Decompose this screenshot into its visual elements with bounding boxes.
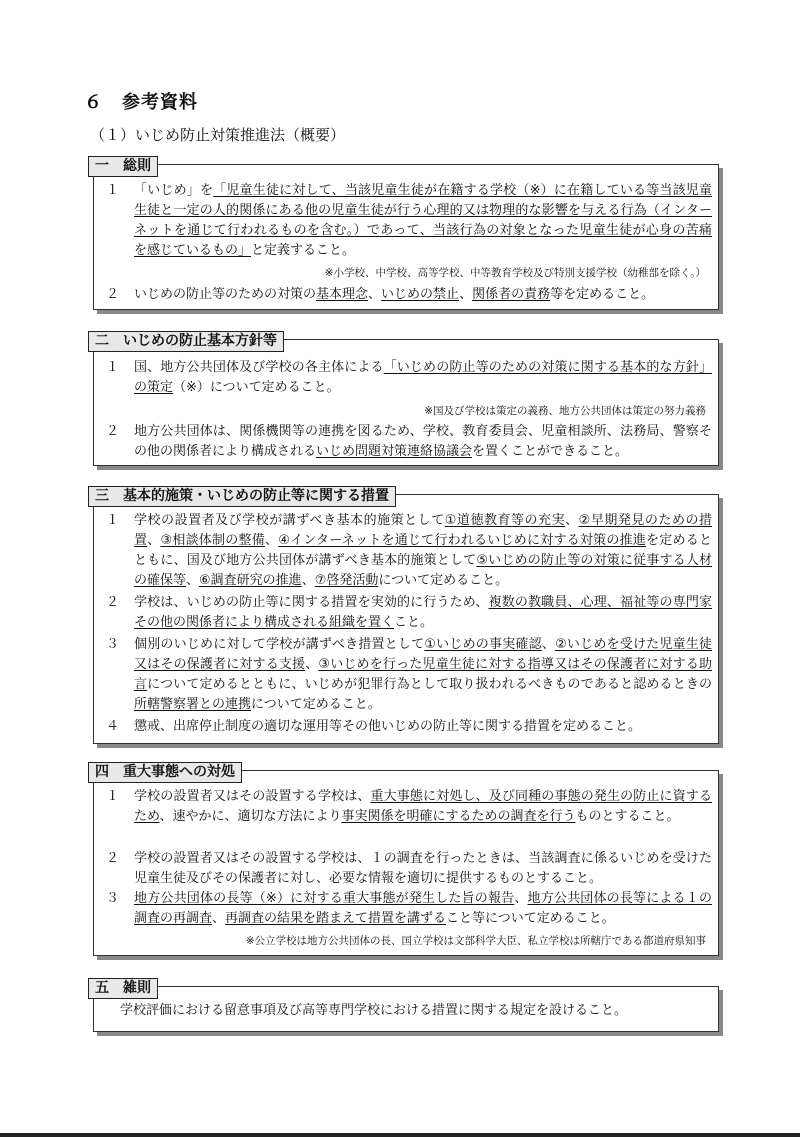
page-bottom-rule	[0, 1133, 800, 1137]
underlined-text: ⑤いじめの防止等の対策に従事する人材の確保等	[134, 553, 713, 588]
underlined-text: 基本理念	[316, 287, 369, 302]
underlined-text: ①道徳教育等の充実	[444, 513, 566, 528]
text-segment: 学校の設置者又はその設置する学校は、１の調査を行ったときは、当該調査に係るいじめを受けた児童生徒及びその保護者に対し、必要な情報を適切に提供するものとすること。	[134, 851, 712, 886]
section-box-misc	[93, 986, 719, 1032]
underlined-text: ③いじめを行った児童生徒に対する指導又はその保護者に対する助言	[134, 657, 712, 692]
text-segment: 学校は、いじめの防止等に関する措置を実効的に行うため、	[134, 595, 489, 610]
text-segment: 個別のいじめに対して学校が講ずべき措置として	[134, 637, 425, 652]
underlined-text: ⑦啓発活動	[314, 573, 379, 588]
underlined-text: 地方公共団体の長等（※）に対する重大事態が発生した旨の報告	[134, 891, 515, 906]
underlined-text: 関係者の責務	[472, 287, 551, 302]
text-segment: 、	[459, 287, 473, 302]
text-segment: 、	[147, 533, 161, 548]
footnote: ※国及び学校は策定の義務、地方公共団体は策定の努力義務	[424, 405, 706, 417]
section-title-measures: 三 基本的施策・いじめの防止等に関する措置	[88, 486, 396, 507]
text-segment: 、速やかに、適切な方法により	[159, 809, 342, 824]
list-item: １ 学校の設置者又はその設置する学校は、重大事態に対処し、及び同種の事態の発生の防止に資するため、速やかに、適切な方法により事実関係を明確にするための調査を行うものとすること。	[106, 789, 712, 824]
text-segment: を置くことができること。	[472, 444, 629, 459]
section-box-general	[93, 164, 719, 310]
footnote: ※公立学校は地方公共団体の長、国立学校は文部科学大臣、私立学校は所轄庁である都道府県知事	[245, 935, 706, 947]
list-item: ２ 地方公共団体は、関係機関等の連携を図るため、学校、教育委員会、児童相談所、法務局、警察その他の関係者により構成されるいじめ問題対策連絡協議会を置くことができること。	[106, 424, 712, 459]
text-segment: 、	[186, 573, 200, 588]
underlined-text: ①いじめの事実確認	[424, 637, 542, 652]
section-title-misc: 五 雑則	[88, 978, 158, 999]
text-segment: 国、地方公共団体及び学校の各主体による	[134, 360, 384, 375]
text-segment: について定めるとともに、いじめが犯罪行為として取り扱われるべきものであると認めるときの	[147, 677, 712, 692]
section-box-serious-cases	[93, 770, 719, 956]
page-heading: ６ 参考資料	[84, 92, 198, 113]
text-segment: を定めるとともに、国及び地方公共団体が講ずべき基本的施策として	[134, 533, 712, 568]
text-segment: 、	[305, 657, 319, 672]
list-item: ３ 地方公共団体の長等（※）に対する重大事態が発生した旨の報告、地方公共団体の長等による１の調査の再調査、再調査の結果を踏まえて措置を講ずること等について定めること。	[106, 891, 712, 926]
underlined-text: ②いじめを受けた児童生徒又はその保護者に対する支援	[134, 637, 712, 672]
text-segment: 等を定めること。	[550, 287, 655, 302]
underlined-text: いじめの禁止	[381, 287, 460, 302]
underlined-text: いじめ問題対策連絡協議会	[316, 444, 473, 459]
list-item: ２ 学校は、いじめの防止等に関する措置を実効的に行うため、複数の教職員、心理、福祉等の専門家その他の関係者により構成される組織を置くこと。	[106, 595, 712, 630]
underlined-text: 「児童生徒に対して、当該児童生徒が在籍する学校（※）に在籍している等当該児童生徒と一定の人的関係にある他の児童生徒が行う心理的又は物理的な影響を与える行為（インターネットを通じて行われるものを含む。）であって、当該行為の対象となった児童生徒が心身の苦痛を感じているもの」	[134, 183, 712, 258]
section-box-measures	[93, 494, 719, 744]
page-subheading: （１）いじめ防止対策推進法（概要）	[90, 126, 346, 144]
list-item: ３ 個別のいじめに対して学校が講ずべき措置として①いじめの事実確認、②いじめを受けた児童生徒又はその保護者に対する支援、③いじめを行った児童生徒に対する指導又はその保護者に対する助言について定めるとともに、いじめが犯罪行為として取り扱われるべきものであると認めるときの所轄警察署との連携について定めること。	[106, 637, 712, 712]
underlined-text: ④インターネットを通じて行われるいじめに対する対策の推進	[278, 533, 647, 548]
section-title-general: 一 総則	[88, 156, 158, 177]
text-segment: 、	[212, 911, 226, 926]
text-segment: 懲戒、出席停止制度の適切な運用等その他いじめの防止等に関する措置を定めること。	[134, 719, 642, 734]
underlined-text: 所轄警察署との連携	[134, 697, 252, 712]
text-segment: ものとすること。	[575, 809, 680, 824]
text-segment: 、	[301, 573, 315, 588]
underlined-text: ②早期発見のための措置	[134, 513, 712, 548]
text-segment: 、	[514, 891, 528, 906]
underlined-text: 再調査の結果を踏まえて措置を講ずる	[225, 911, 447, 926]
text-segment: 学校評価における留意事項及び高等専門学校における措置に関する規定を設けること。	[120, 1003, 628, 1018]
text-segment: 、	[565, 513, 579, 528]
section-title-serious-cases: 四 重大事態への対処	[88, 762, 242, 783]
section-box-basic-policy	[93, 339, 719, 466]
underlined-text: ③相談体制の整備	[160, 533, 265, 548]
underlined-text: ⑥調査研究の推進	[199, 573, 302, 588]
text-segment: について定めること。	[378, 573, 509, 588]
list-item	[106, 1001, 712, 1021]
text-segment: 学校の設置者及び学校が講ずべき基本的施策として	[134, 513, 445, 528]
text-segment: （※）について定めること。	[173, 380, 340, 395]
text-segment: 、	[264, 533, 279, 548]
section-title-basic-policy: 二 いじめの防止基本方針等	[88, 331, 284, 352]
list-item: ２ いじめの防止等のための対策の基本理念、いじめの禁止、関係者の責務等を定めること。	[106, 287, 655, 302]
text-segment: と定義すること。	[251, 243, 356, 258]
underlined-text: 地方公共団体の長等による１の調査の再調査	[134, 891, 712, 926]
text-segment: こと。	[394, 615, 434, 630]
text-segment: 「いじめ」を	[134, 183, 214, 198]
list-item: １ 学校の設置者及び学校が講ずべき基本的施策として①道徳教育等の充実、②早期発見のための措置、③相談体制の整備、④インターネットを通じて行われるいじめに対する対策の推進を定めるとともに、国及び地方公共団体が講ずべき基本的施策として⑤いじめの防止等の対策に従事する人材の確保等、⑥調査研究の推進、⑦啓発活動について定めること。	[106, 513, 713, 588]
list-item: １ 国、地方公共団体及び学校の各主体による「いじめの防止等のための対策に関する基本的な方針」の策定（※）について定めること。	[106, 360, 712, 395]
underlined-text: 複数の教職員、心理、福祉等の専門家その他の関係者により構成される組織を置く	[134, 595, 712, 630]
text-segment: について定めること。	[251, 697, 381, 712]
underlined-text: 事実関係を明確にするための調査を行う	[341, 809, 576, 824]
list-item: ４ 懲戒、出席停止制度の適切な運用等その他いじめの防止等に関する措置を定めること。	[106, 719, 642, 734]
text-segment: こと等について定めること。	[446, 911, 615, 926]
list-item: １ 「いじめ」を「児童生徒に対して、当該児童生徒が在籍する学校（※）に在籍している等当該児童生徒と一定の人的関係にある他の児童生徒が行う心理的又は物理的な影響を与える行為（インターネットを通じて行われるものを含む。）であって、当該行為の対象となった児童生徒が心身の苦痛を感じているもの」と定義すること。	[106, 183, 712, 258]
list-item: ２ 学校の設置者又はその設置する学校は、１の調査を行ったときは、当該調査に係るいじめを受けた児童生徒及びその保護者に対し、必要な情報を適切に提供するものとすること。	[106, 851, 712, 886]
footnote: ※小学校、中学校、高等学校、中等教育学校及び特別支援学校（幼稚部を除く。）	[324, 267, 706, 279]
text-segment: 、	[541, 637, 556, 652]
underlined-text: 重大事態に対処し、及び同種の事態の発生の防止に資するため	[134, 789, 712, 824]
underlined-text: 「いじめの防止等のための対策に関する基本的な方針」の策定	[134, 360, 712, 395]
text-segment: いじめの防止等のための対策の	[134, 287, 317, 302]
text-segment: 学校の設置者又はその設置する学校は、	[134, 789, 371, 804]
text-segment: 、	[368, 287, 382, 302]
text-segment: 地方公共団体は、関係機関等の連携を図るため、学校、教育委員会、児童相談所、法務局、警察その他の関係者により構成される	[134, 424, 712, 459]
